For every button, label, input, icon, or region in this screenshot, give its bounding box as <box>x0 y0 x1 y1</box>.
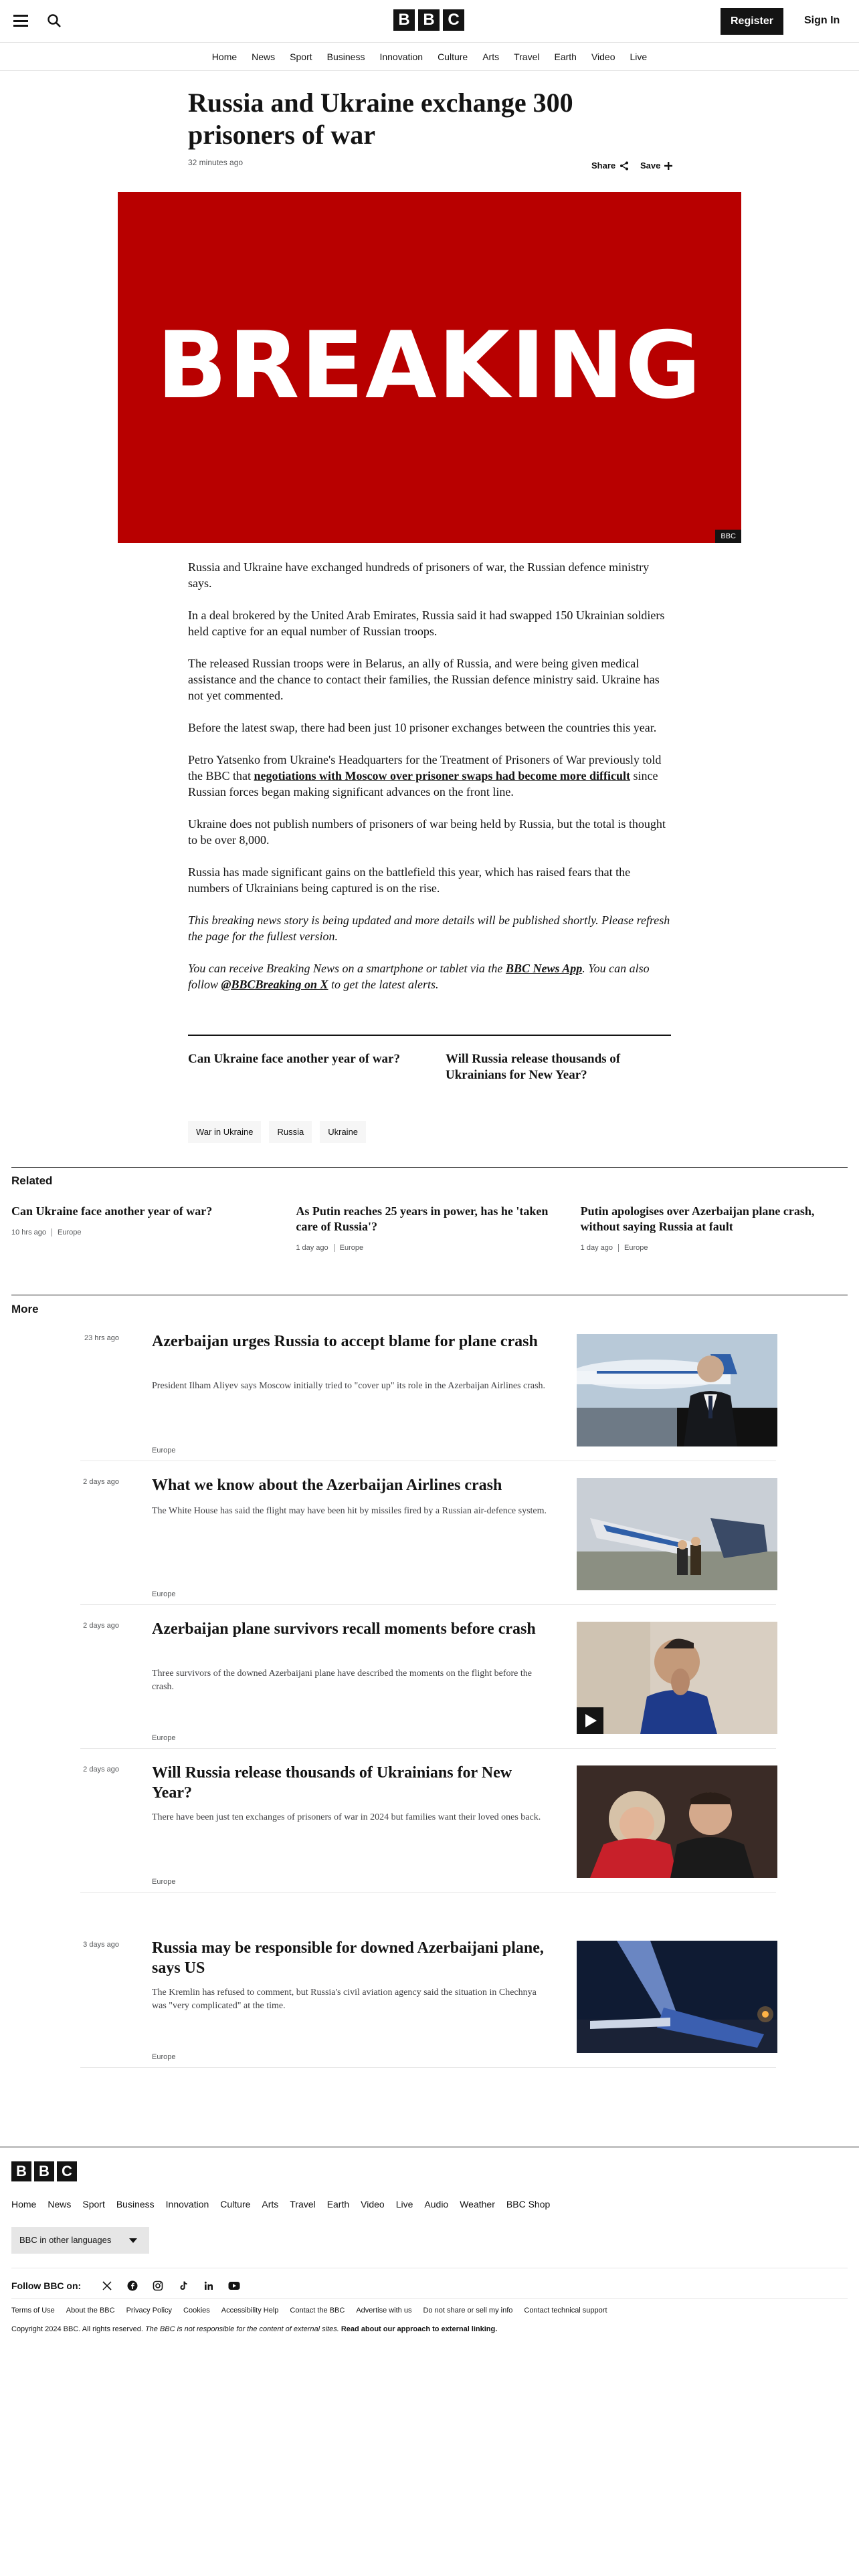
footer-nav-item[interactable]: BBC Shop <box>506 2199 551 2210</box>
inline-related-links <box>188 1051 671 1083</box>
paragraph: Before the latest swap, there had been just 10 prisoner exchanges between the countries this year. <box>188 721 657 734</box>
related-title: Related <box>11 1174 53 1187</box>
logo-letter: B <box>11 2161 31 2181</box>
facebook-icon[interactable] <box>125 2278 140 2293</box>
divider <box>11 2298 848 2299</box>
register-button[interactable]: Register <box>721 8 783 35</box>
footer-nav-item[interactable]: Travel <box>290 2199 316 2210</box>
legal-link[interactable]: About the BBC <box>66 2306 115 2315</box>
logo-letter: B <box>34 2161 54 2181</box>
region: Europe <box>152 1878 176 1886</box>
disclaimer-text: The BBC is not responsible for the content of external sites. <box>145 2325 339 2333</box>
nav-item-travel[interactable]: Travel <box>514 51 540 62</box>
article-body <box>188 559 672 1008</box>
more-item-summary: The Kremlin has refused to comment, but Russia's civil aviation agency said the situation in Chechnya was "very complicated" at the time. <box>152 1988 537 2011</box>
nav-item-earth[interactable]: Earth <box>554 51 577 62</box>
languages-dropdown[interactable] <box>11 2227 149 2254</box>
time: 1 day ago <box>580 1244 613 1252</box>
nav-item-video[interactable]: Video <box>591 51 615 62</box>
more-item-title[interactable]: Will Russia release thousands of Ukrainians for New Year? <box>152 1764 512 1802</box>
follow-label: Follow BBC on: <box>11 2280 82 2291</box>
breaking-news-image <box>118 192 741 543</box>
legal-link[interactable]: Cookies <box>183 2306 210 2315</box>
nav-item-culture[interactable]: Culture <box>438 51 468 62</box>
families-thumbnail[interactable] <box>577 1765 777 1878</box>
legal-link[interactable]: Advertise with us <box>356 2306 412 2315</box>
legal-link[interactable]: Accessibility Help <box>221 2306 279 2315</box>
social-links <box>100 2278 242 2293</box>
menu-icon[interactable] <box>13 15 28 27</box>
alerts-note <box>188 960 672 992</box>
external-linking-link[interactable]: Read about our approach to external linking. <box>341 2325 498 2333</box>
footer-nav-item[interactable]: News <box>47 2199 72 2210</box>
footer-bbc-logo[interactable] <box>11 2161 77 2181</box>
bbc-breaking-x-link[interactable]: @BBCBreaking on X <box>221 978 328 991</box>
region: Europe <box>152 1446 176 1455</box>
topic-tags <box>188 1121 366 1143</box>
legal-link[interactable]: Contact the BBC <box>290 2306 345 2315</box>
region: Europe <box>624 1244 648 1252</box>
divider <box>188 1035 671 1036</box>
related-card <box>296 1204 563 1252</box>
more-item-summary: There have been just ten exchanges of prisoners of war in 2024 but families want their loved ones back. <box>152 1812 541 1822</box>
plus-icon <box>664 162 672 170</box>
tag-war-in-ukraine[interactable]: War in Ukraine <box>188 1121 261 1143</box>
text: Petro Yatsenko from Ukraine's Headquarters for the Treatment of Prisoners of War previously told the BBC that <box>188 753 662 782</box>
legal-link[interactable]: Privacy Policy <box>126 2306 173 2315</box>
share-button[interactable] <box>591 160 629 171</box>
more-item-summary: President Ilham Aliyev says Moscow initially tried to "cover up" its role in the Azerbaijan Airlines crash. <box>152 1381 546 1391</box>
nav-item-live[interactable]: Live <box>630 51 648 62</box>
article-timestamp: 32 minutes ago <box>188 158 244 167</box>
logo-letter: C <box>443 9 464 31</box>
tag-russia[interactable]: Russia <box>269 1121 312 1143</box>
time: 23 hrs ago <box>84 1334 119 1342</box>
legal-link[interactable]: Do not share or sell my info <box>423 2306 513 2315</box>
more-item <box>80 1478 776 1605</box>
bbc-logo[interactable] <box>393 9 464 31</box>
related-list <box>11 1204 848 1252</box>
save-label: Save <box>640 160 661 171</box>
region: Europe <box>152 2053 176 2061</box>
time: 2 days ago <box>83 1478 119 1486</box>
paragraph: Ukraine does not publish numbers of prisoners of war being held by Russia, but the total is thought to be over 8,000. <box>188 817 666 847</box>
tag-ukraine[interactable]: Ukraine <box>320 1121 366 1143</box>
separator <box>618 1244 619 1252</box>
paragraph <box>188 752 672 800</box>
logo-letter: B <box>393 9 415 31</box>
related-card <box>581 1204 848 1252</box>
inline-link-negotiations[interactable]: negotiations with Moscow over prisoner swaps had become more difficult <box>254 769 630 782</box>
sign-in-link[interactable]: Sign In <box>804 15 840 26</box>
legal-link[interactable]: Terms of Use <box>11 2306 55 2315</box>
footer-nav-item[interactable]: Arts <box>262 2199 279 2210</box>
region: Europe <box>152 1590 176 1598</box>
image-credit: BBC <box>715 530 741 543</box>
x-icon[interactable] <box>100 2278 114 2293</box>
time: 1 day ago <box>296 1244 328 1252</box>
more-item-summary: Three survivors of the downed Azerbaijani plane have described the moments on the flight before the crash. <box>152 1669 532 1692</box>
paragraph: The released Russian troops were in Belarus, an ally of Russia, and were being given medical assistance and the chance to contact their families, the Russian defence ministry said. Ukraine has not yet commented. <box>188 657 660 702</box>
aliyev-thumbnail[interactable] <box>577 1334 777 1446</box>
footer-nav-item[interactable]: Sport <box>82 2199 105 2210</box>
time: 2 days ago <box>83 1622 119 1630</box>
nav-item-business[interactable]: Business <box>326 51 365 62</box>
youtube-icon[interactable] <box>227 2278 242 2293</box>
inline-related-link[interactable]: Will Russia release thousands of Ukrainians for New Year? <box>446 1052 621 1082</box>
region: Europe <box>57 1228 82 1237</box>
nav-item-home[interactable]: Home <box>211 51 237 62</box>
more-item <box>80 1622 776 1749</box>
downed-plane-thumbnail[interactable] <box>577 1941 777 2053</box>
footer-nav-item[interactable]: Culture <box>220 2199 251 2210</box>
save-button[interactable] <box>640 160 672 171</box>
paragraph: Russia and Ukraine have exchanged hundreds of prisoners of war, the Russian defence ministry says. <box>188 560 650 590</box>
nav-item-arts[interactable]: Arts <box>482 51 500 62</box>
related-card-title[interactable]: Putin apologises over Azerbaijan plane crash, without saying Russia at fault <box>580 1204 815 1233</box>
text: to get the latest alerts. <box>328 978 439 991</box>
footer-nav-item[interactable]: Home <box>11 2199 37 2210</box>
related-card-title[interactable]: As Putin reaches 25 years in power, has he 'taken care of Russia'? <box>296 1204 549 1233</box>
instagram-icon[interactable] <box>151 2278 165 2293</box>
text: . You can also follow <box>188 962 650 991</box>
languages-label: BBC in other languages <box>19 2235 112 2245</box>
footer-nav-item[interactable]: Earth <box>326 2199 350 2210</box>
more-item-title[interactable]: Azerbaijan urges Russia to accept blame for plane crash <box>152 1333 538 1350</box>
more-item <box>80 1334 776 1461</box>
divider <box>11 1167 848 1168</box>
share-label: Share <box>591 160 616 171</box>
nav-item-sport[interactable]: Sport <box>290 51 312 62</box>
top-bar <box>0 0 859 43</box>
update-note: This breaking news story is being updated and more details will be published shortly. Please refresh the page for the fullest version. <box>188 914 670 943</box>
nav-item-news[interactable]: News <box>252 51 276 62</box>
inline-related-link[interactable]: Can Ukraine face another year of war? <box>188 1052 400 1066</box>
share-icon <box>619 161 629 171</box>
separator <box>334 1244 335 1252</box>
legal-links <box>11 2306 607 2315</box>
logo-letter: B <box>418 9 440 31</box>
footer-nav-item[interactable]: Video <box>361 2199 385 2210</box>
related-card <box>11 1204 278 1252</box>
region: Europe <box>152 1734 176 1742</box>
nav-item-innovation[interactable]: Innovation <box>379 51 423 62</box>
footer-nav-item[interactable]: Weather <box>460 2199 495 2210</box>
follow-bbc <box>11 2278 242 2293</box>
footer-nav-item[interactable]: Business <box>116 2199 155 2210</box>
copyright-text: Copyright 2024 BBC. All rights reserved. <box>11 2325 143 2333</box>
search-icon[interactable] <box>47 13 62 28</box>
copyright <box>11 2325 497 2333</box>
caret-down-icon <box>129 2238 137 2243</box>
more-item-summary: The White House has said the flight may have been hit by missiles fired by a Russian air-defence system. <box>152 1506 547 1516</box>
footer-nav-item[interactable]: Live <box>395 2199 413 2210</box>
article-headline: Russia and Ukraine exchange 300 prisoners of war <box>188 88 573 150</box>
more-item-title[interactable]: Russia may be responsible for downed Azerbaijani plane, says US <box>152 1939 544 1977</box>
paragraph: Russia has made significant gains on the battlefield this year, which has raised fears that the numbers of Ukrainians being captured is on the rise. <box>188 865 631 895</box>
breaking-text: BREAKING <box>157 312 702 419</box>
region: Europe <box>339 1244 364 1252</box>
footer-nav-item[interactable]: Audio <box>424 2199 449 2210</box>
time: 3 days ago <box>83 1941 119 1949</box>
crash-site-thumbnail[interactable] <box>577 1478 777 1590</box>
more-item-title[interactable]: Azerbaijan plane survivors recall moments before crash <box>152 1620 536 1638</box>
more-item <box>80 1941 776 2068</box>
bbc-news-app-link[interactable]: BBC News App <box>505 962 583 975</box>
legal-link[interactable]: Contact technical support <box>524 2306 607 2315</box>
text: You can receive Breaking News on a smartphone or tablet via the <box>188 962 506 975</box>
main-nav <box>0 43 859 71</box>
text: since Russian forces began making significant advances on the front line. <box>188 769 658 798</box>
related-card-title[interactable]: Can Ukraine face another year of war? <box>11 1204 213 1218</box>
more-title: More <box>11 1303 39 1315</box>
logo-letter: C <box>57 2161 77 2181</box>
survivor-video-thumbnail[interactable] <box>577 1622 777 1734</box>
footer-nav <box>11 2199 550 2210</box>
linkedin-icon[interactable] <box>201 2278 216 2293</box>
more-item <box>80 1765 776 1893</box>
footer-nav-item[interactable]: Innovation <box>165 2199 209 2210</box>
time: 2 days ago <box>83 1765 119 1774</box>
time: 10 hrs ago <box>11 1228 46 1237</box>
paragraph: In a deal brokered by the United Arab Emirates, Russia said it had swapped 150 Ukrainian soldiers held captive for an equal number of Russian troops. <box>188 609 665 638</box>
more-item-title[interactable]: What we know about the Azerbaijan Airlines crash <box>152 1477 502 1494</box>
tiktok-icon[interactable] <box>176 2278 191 2293</box>
